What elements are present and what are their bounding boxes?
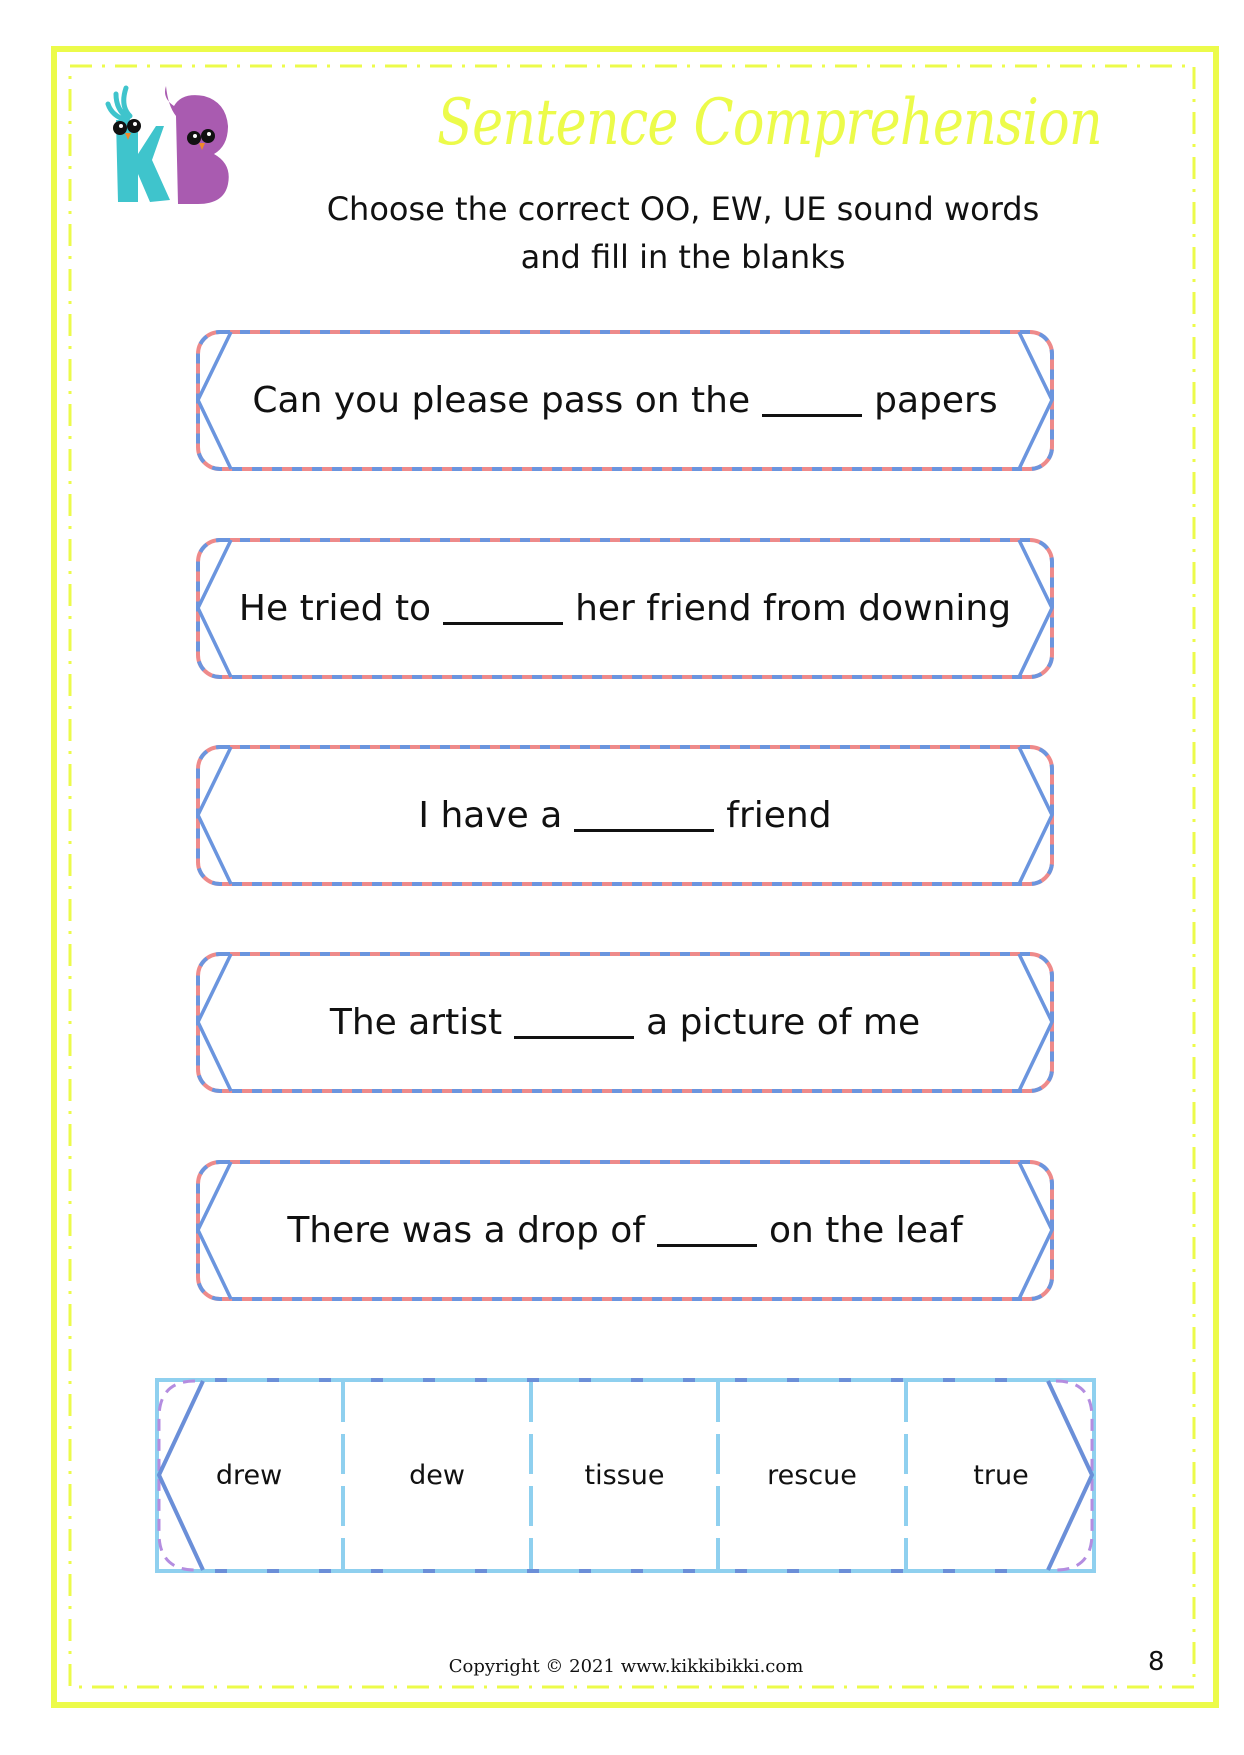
sentence-after: on the leaf bbox=[768, 1210, 963, 1251]
sentence-text bbox=[195, 951, 1055, 1094]
logo-k-icon bbox=[108, 88, 170, 202]
sentence-box bbox=[195, 329, 1055, 472]
answer-blank[interactable] bbox=[762, 384, 862, 417]
sentence-after: a picture of me bbox=[646, 1002, 921, 1043]
sentence-before: There was a drop of bbox=[287, 1210, 645, 1251]
sentence-before: The artist bbox=[329, 1002, 503, 1043]
sentence-text bbox=[195, 329, 1055, 472]
answer-blank[interactable] bbox=[574, 799, 714, 832]
sentence-before: He tried to bbox=[238, 588, 432, 629]
answer-blank[interactable] bbox=[514, 1006, 634, 1039]
copyright-notice: Copyright © 2021 www.kikkibikki.com bbox=[448, 1656, 804, 1677]
sentence-text bbox=[195, 537, 1055, 680]
word-bank-item[interactable]: true bbox=[973, 1460, 1029, 1491]
sentence-box bbox=[195, 951, 1055, 1094]
answer-blank[interactable] bbox=[657, 1214, 757, 1247]
instructions bbox=[283, 185, 1083, 281]
answer-blank[interactable] bbox=[443, 592, 563, 625]
instructions-line-1: Choose the correct OO, EW, UE sound words bbox=[326, 190, 1040, 228]
sentence-box bbox=[195, 1159, 1055, 1302]
sentence-before: I have a bbox=[418, 795, 563, 836]
kikkibikki-logo bbox=[86, 76, 246, 216]
word-bank-item[interactable]: dew bbox=[409, 1460, 465, 1491]
instructions-line-2: and fill in the blanks bbox=[520, 238, 846, 276]
sentence-text bbox=[195, 1159, 1055, 1302]
word-bank-item[interactable]: rescue bbox=[767, 1460, 857, 1491]
sentence-after: friend bbox=[726, 795, 832, 836]
sentence-after: papers bbox=[874, 380, 998, 421]
word-bank bbox=[155, 1378, 1096, 1573]
word-bank-item[interactable]: drew bbox=[215, 1460, 283, 1491]
sentence-box bbox=[195, 744, 1055, 887]
sentence-box bbox=[195, 537, 1055, 680]
word-bank-item[interactable]: tissue bbox=[584, 1460, 665, 1491]
page-number: 8 bbox=[1148, 1647, 1165, 1677]
page-title: Sentence Comprehension bbox=[437, 86, 1102, 160]
sentence-before: Can you please pass on the bbox=[252, 380, 751, 421]
sentence-text bbox=[195, 744, 1055, 887]
logo-b-icon bbox=[165, 86, 229, 204]
sentence-after: her friend from downing bbox=[575, 588, 1012, 629]
